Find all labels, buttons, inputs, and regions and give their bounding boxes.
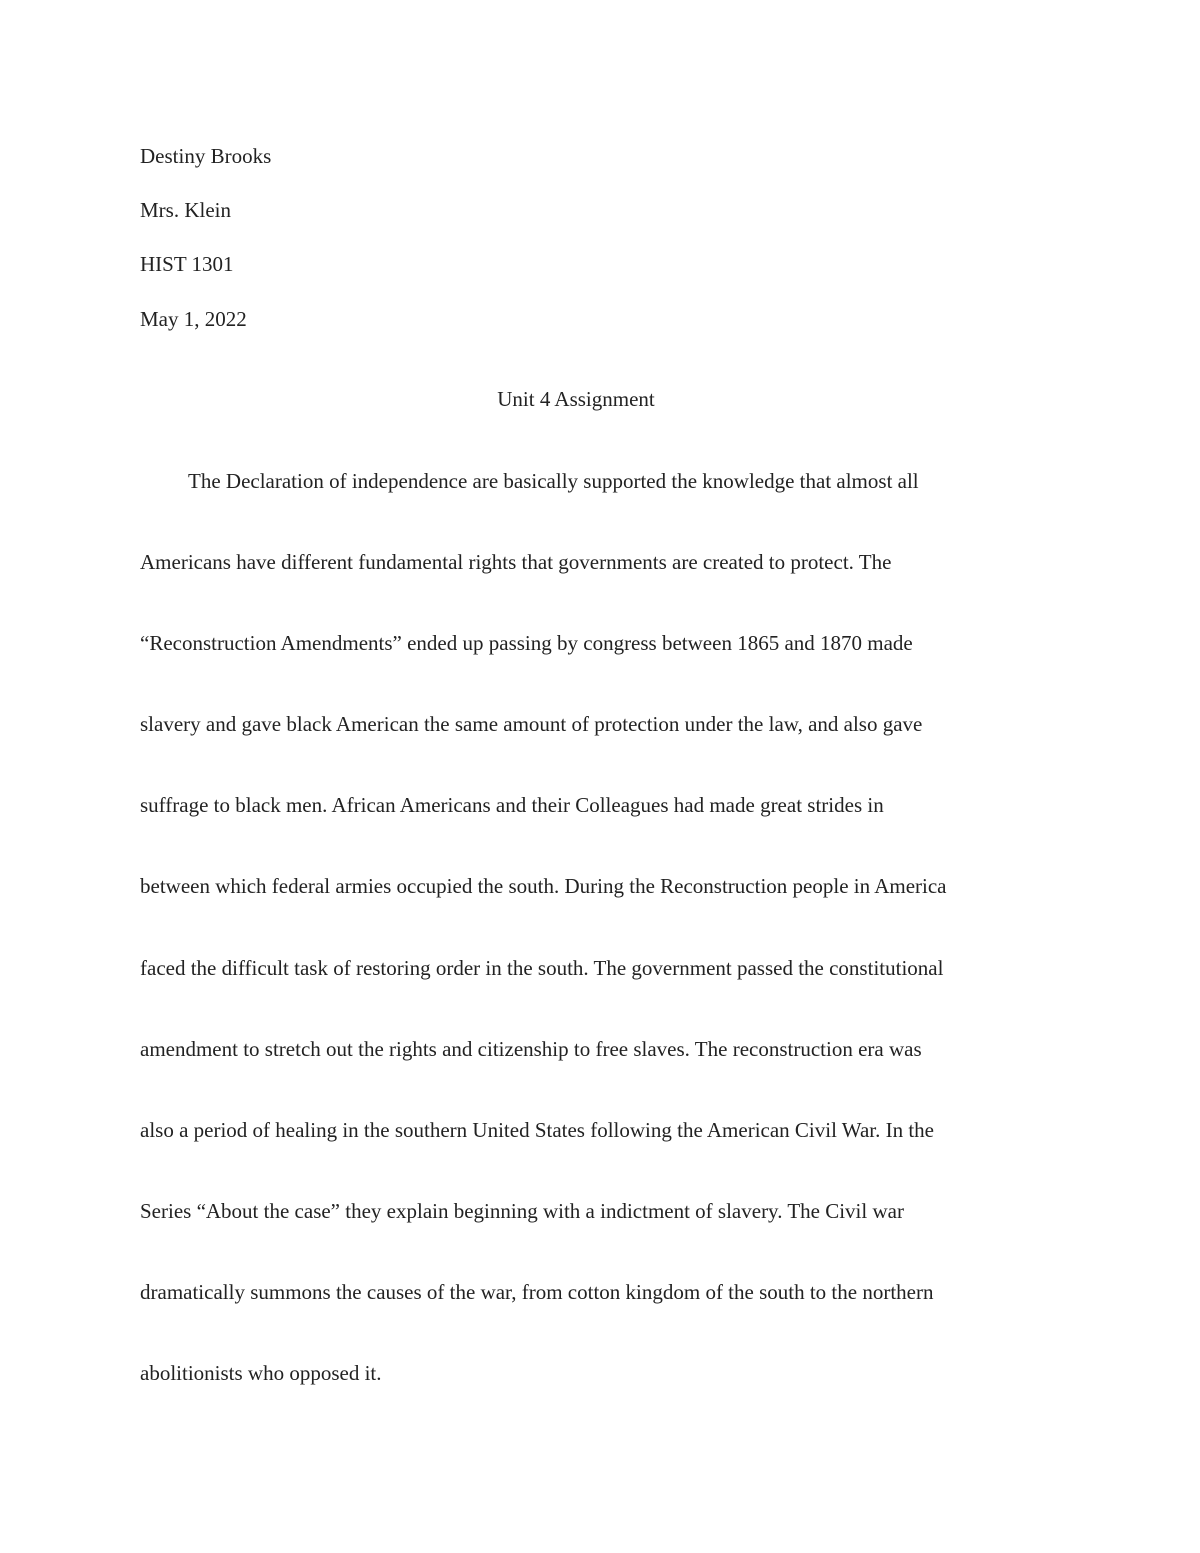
assignment-date: May 1, 2022 xyxy=(140,307,247,331)
paragraph-line: suffrage to black men. African Americans and their Colleagues had made great strides in xyxy=(140,793,884,817)
paragraph-line: also a period of healing in the southern United States following the American Civil War. In the xyxy=(140,1118,935,1142)
paragraph-line: abolitionists who opposed it. xyxy=(140,1361,382,1385)
student-name: Destiny Brooks xyxy=(140,144,272,168)
paragraph-line: faced the difficult task of restoring order in the south. The government passed the constitutional xyxy=(140,956,944,980)
paragraph-line: amendment to stretch out the rights and citizenship to free slaves. The reconstruction era was xyxy=(140,1037,922,1061)
paragraph-line: Series “About the case” they explain beginning with a indictment of slavery. The Civil war xyxy=(140,1199,904,1223)
paragraph-line: dramatically summons the causes of the war, from cotton kingdom of the south to the northern xyxy=(140,1280,934,1304)
paragraph-line: between which federal armies occupied the south. During the Reconstruction people in America xyxy=(140,874,947,898)
paragraph-line: Americans have different fundamental rights that governments are created to protect. The xyxy=(140,550,892,574)
instructor-name: Mrs. Klein xyxy=(140,198,231,222)
paragraph-line: The Declaration of independence are basically supported the knowledge that almost all xyxy=(188,469,919,493)
paragraph-line: slavery and gave black American the same amount of protection under the law, and also gave xyxy=(140,712,923,736)
course-code: HIST 1301 xyxy=(140,252,234,276)
paragraph-line: “Reconstruction Amendments” ended up passing by congress between 1865 and 1870 made xyxy=(140,631,913,655)
document-title: Unit 4 Assignment xyxy=(497,387,655,411)
